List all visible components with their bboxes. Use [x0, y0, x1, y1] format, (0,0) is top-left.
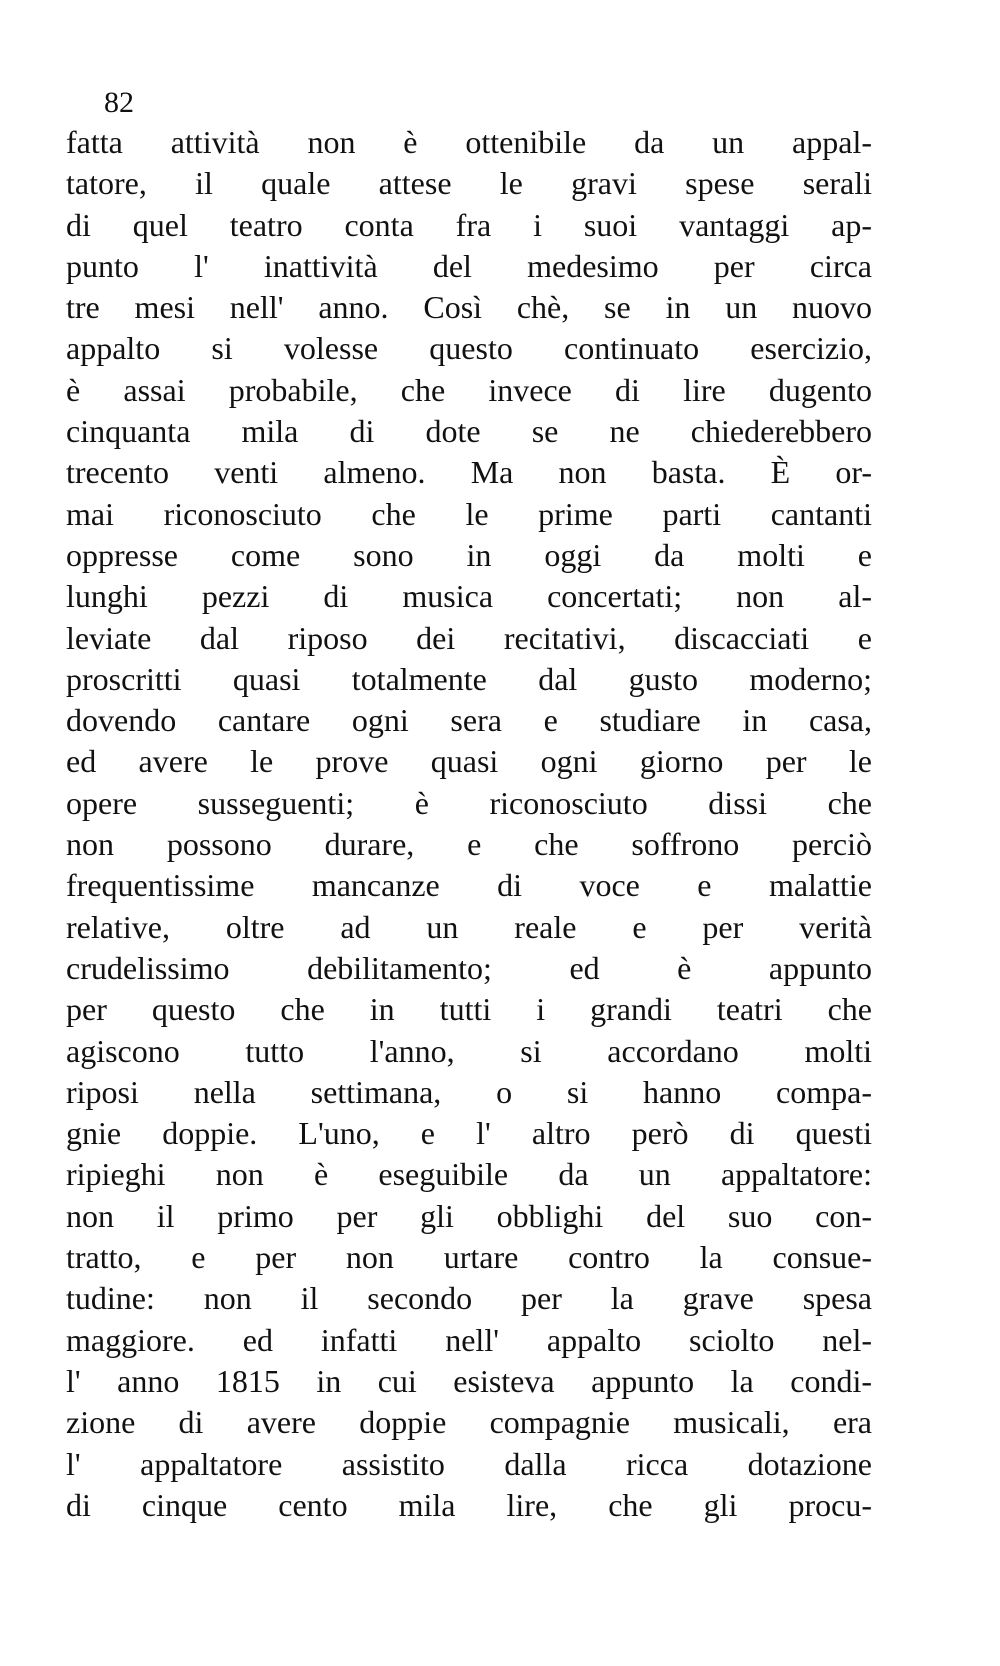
text-line: di cinque cento mila lire, che gli procu- — [66, 1486, 872, 1523]
text-line: ed avere le prove quasi ogni giorno per le — [66, 743, 872, 780]
text-line: cinquanta mila di dote se ne chiederebbero — [66, 413, 872, 450]
text-line: leviate dal riposo dei recitativi, discacciati e — [66, 619, 872, 656]
text-line: non possono durare, e che soffrono perciò — [66, 826, 872, 863]
text-line: ripieghi non è eseguibile da un appaltatore: — [66, 1156, 872, 1193]
text-line: proscritti quasi totalmente dal gusto moderno; — [66, 660, 872, 697]
text-line: tudine: non il secondo per la grave spesa — [66, 1280, 872, 1317]
body-text — [66, 122, 872, 1526]
text-line: fatta attività non è ottenibile da un appal- — [66, 124, 872, 160]
text-line: dovendo cantare ogni sera e studiare in casa, — [66, 702, 872, 739]
text-line: appalto si volesse questo continuato esercizio, — [66, 330, 872, 367]
text-line: è assai probabile, che invece di lire dugento — [66, 371, 872, 408]
text-line: crudelissimo debilitamento; ed è appunto — [66, 949, 872, 986]
text-line: di quel teatro conta fra i suoi vantaggi ap- — [66, 206, 872, 243]
text-line: tatore, il quale attese le gravi spese serali — [66, 165, 872, 202]
text-line: gnie doppie. L'uno, e l' altro però di questi — [66, 1115, 872, 1152]
text-line: zione di avere doppie compagnie musicali, era — [66, 1404, 872, 1441]
text-line: agiscono tutto l'anno, si accordano molti — [66, 1032, 872, 1069]
text-line: oppresse come sono in oggi da molti e — [66, 536, 872, 573]
text-line: non il primo per gli obblighi del suo con- — [66, 1197, 872, 1234]
text-line: relative, oltre ad un reale e per verità — [66, 908, 872, 945]
text-line: l' appaltatore assistito dalla ricca dotazione — [66, 1445, 872, 1482]
text-line: mai riconosciuto che le prime parti cantanti — [66, 495, 872, 532]
text-line: l' anno 1815 in cui esisteva appunto la condi- — [66, 1362, 872, 1399]
text-line: punto l' inattività del medesimo per circa — [66, 247, 872, 284]
text-line: opere susseguenti; è riconosciuto dissi che — [66, 784, 872, 821]
text-line: trecento venti almeno. Ma non basta. È or- — [66, 454, 872, 491]
text-line: tratto, e per non urtare contro la consue- — [66, 1239, 872, 1276]
text-line: frequentissime mancanze di voce e malattie — [66, 867, 872, 904]
text-line: tre mesi nell' anno. Così chè, se in un nuovo — [66, 289, 872, 326]
text-line: lunghi pezzi di musica concertati; non al- — [66, 578, 872, 615]
page-number: 82 — [104, 86, 134, 119]
text-line: riposi nella settimana, o si hanno compa- — [66, 1073, 872, 1110]
text-line: per questo che in tutti i grandi teatri che — [66, 991, 872, 1028]
text-line: maggiore. ed infatti nell' appalto sciolto nel- — [66, 1321, 872, 1358]
